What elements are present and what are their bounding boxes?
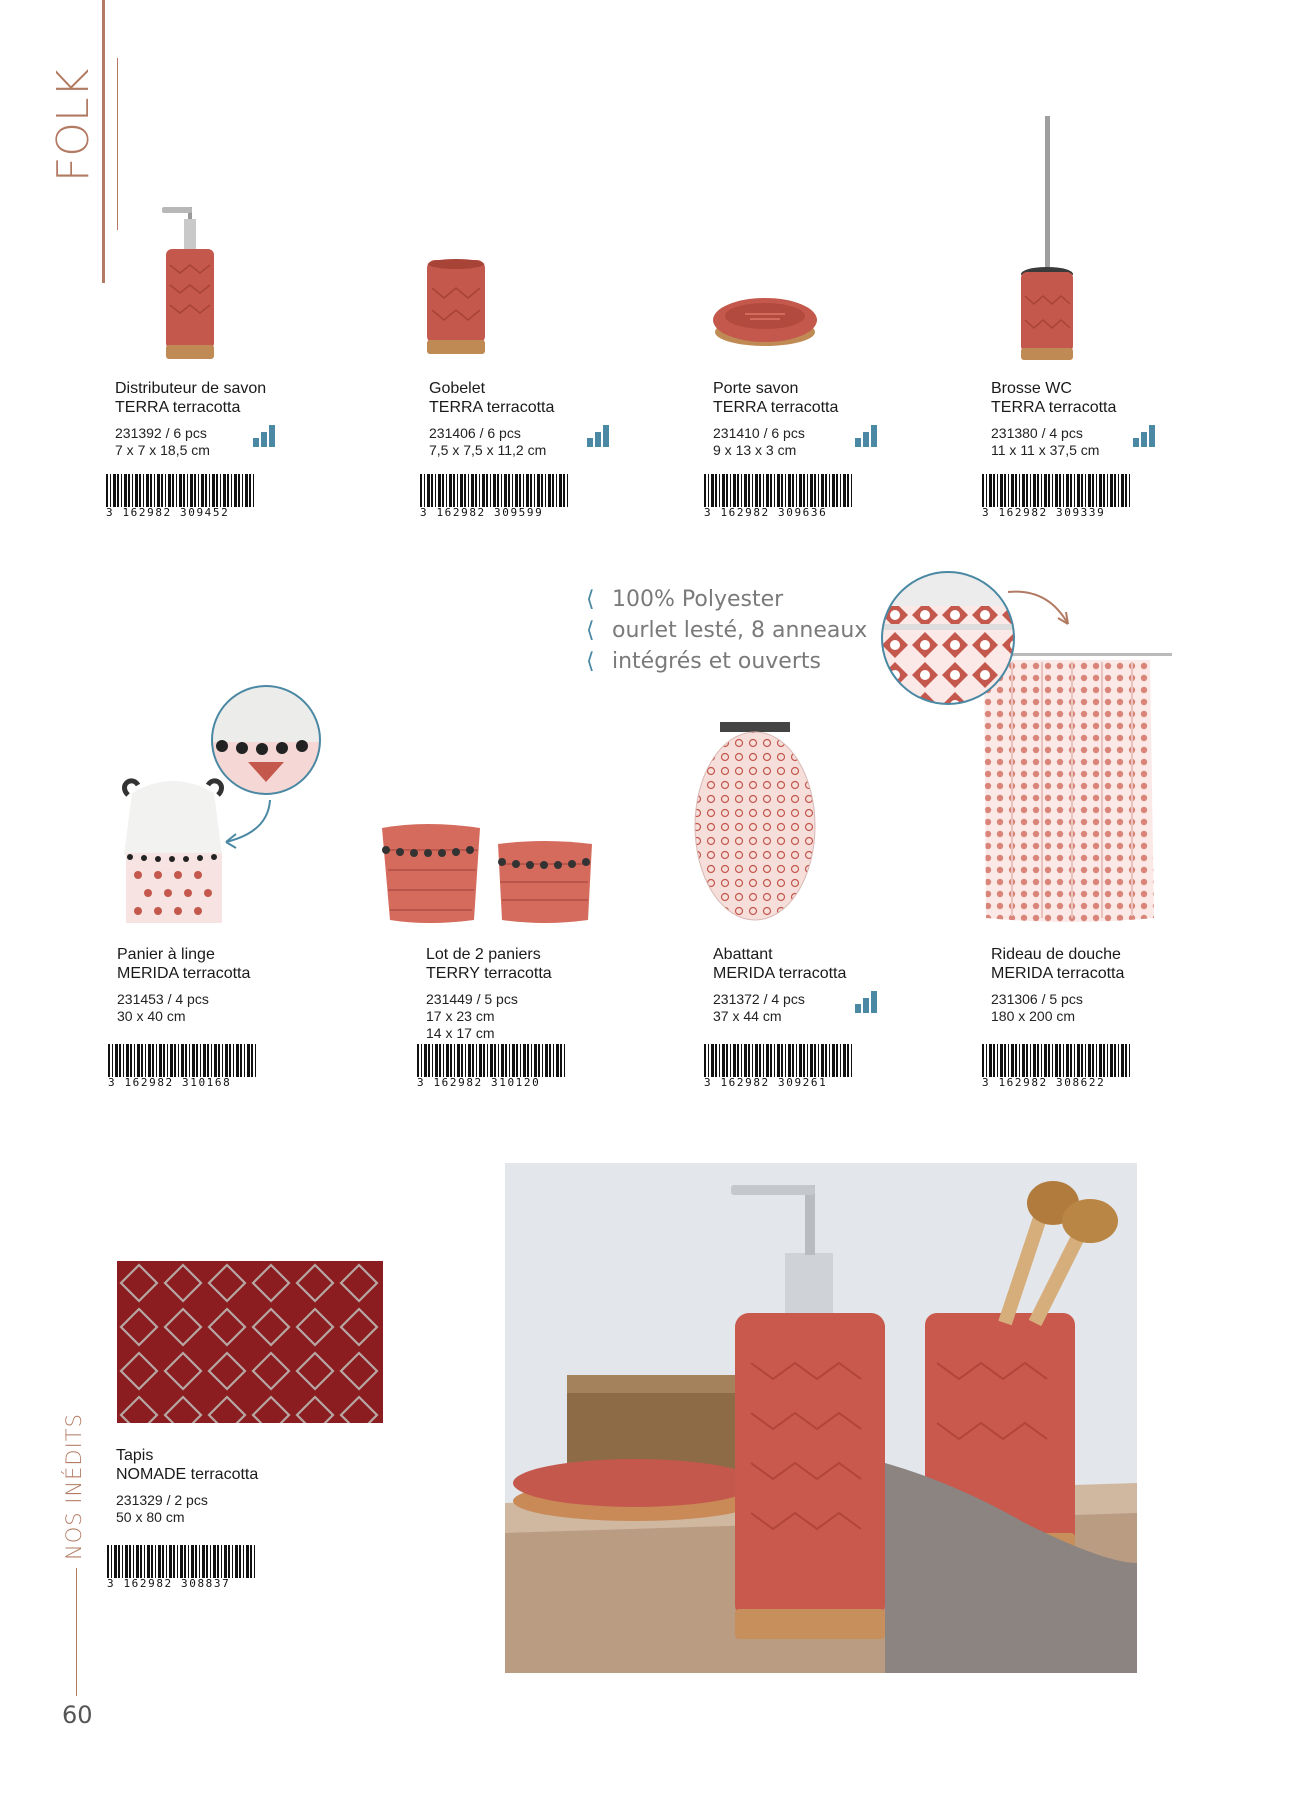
- top-accent-rule-thin: [117, 58, 118, 230]
- barcode-number: 3 162982 309636: [704, 506, 828, 519]
- product-dims: 17 x 23 cm: [426, 1008, 495, 1024]
- barcode-bars: [107, 1545, 255, 1578]
- rug-image: [117, 1261, 383, 1423]
- barcode: [417, 1044, 565, 1089]
- product-range: MERIDA terracotta: [991, 965, 1125, 982]
- chevron-icon: ⟨: [586, 649, 595, 674]
- product-card: [704, 945, 903, 1089]
- barcode: [982, 1044, 1130, 1089]
- barcode-bars: [108, 1044, 256, 1077]
- toilet-brush-image: [1012, 116, 1082, 366]
- chevron-icon: ⟨: [586, 618, 595, 643]
- product-range: NOMADE terracotta: [116, 1466, 259, 1483]
- barcode: [704, 474, 852, 519]
- product-name: Abattant: [713, 946, 773, 963]
- shower-curtain-zoom: [880, 570, 1080, 710]
- product-ref: 231372 / 4 pcs: [713, 991, 805, 1007]
- product-card: [106, 379, 305, 519]
- product-card: [982, 945, 1181, 1089]
- product-name: Brosse WC: [991, 380, 1072, 397]
- product-range: MERIDA terracotta: [117, 965, 251, 982]
- product-card: [108, 945, 307, 1089]
- product-dims: 9 x 13 x 3 cm: [713, 442, 797, 458]
- product-name: Gobelet: [429, 380, 486, 397]
- barcode-bars: [704, 1044, 852, 1077]
- product-name: Rideau de douche: [991, 946, 1121, 963]
- product-range: TERRA terracotta: [991, 399, 1117, 416]
- product-card: [704, 379, 903, 519]
- barcode-bars: [982, 1044, 1130, 1077]
- barcode-number: 3 162982 309339: [982, 506, 1106, 519]
- barcode: [982, 474, 1130, 519]
- product-dims: 7,5 x 7,5 x 11,2 cm: [429, 442, 547, 458]
- barcode-number: 3 162982 309599: [420, 506, 544, 519]
- barcode-bars: [982, 474, 1130, 507]
- product-dims: 7 x 7 x 18,5 cm: [115, 442, 210, 458]
- product-card: [107, 1446, 306, 1590]
- barcode: [704, 1044, 852, 1089]
- product-dims: 37 x 44 cm: [713, 1008, 782, 1024]
- barcode: [107, 1545, 255, 1590]
- product-name: Lot de 2 paniers: [426, 946, 541, 963]
- stock-level-icon: [253, 425, 277, 447]
- product-name: Porte savon: [713, 380, 799, 397]
- barcode-number: 3 162982 308837: [107, 1577, 231, 1590]
- product-ref: 231453 / 4 pcs: [117, 991, 209, 1007]
- product-dims: 180 x 200 cm: [991, 1008, 1076, 1024]
- product-name: Distributeur de savon: [115, 380, 267, 397]
- barcode: [108, 1044, 256, 1089]
- stock-level-icon: [587, 425, 611, 447]
- product-range: TERRA terracotta: [429, 399, 555, 416]
- product-dims: 11 x 11 x 37,5 cm: [991, 442, 1100, 458]
- page-number: 60: [62, 1701, 93, 1729]
- product-name: Tapis: [116, 1447, 154, 1464]
- product-range: MERIDA terracotta: [713, 965, 847, 982]
- curtain-feature-callout: [586, 584, 868, 677]
- product-dims: 30 x 40 cm: [117, 1008, 186, 1024]
- barcode-number: 3 162982 309452: [106, 506, 230, 519]
- toilet-seat-image: [690, 722, 820, 922]
- chevron-icon: ⟨: [586, 587, 595, 612]
- callout-line-3: intégrés et ouverts: [612, 649, 821, 674]
- barcode-number: 3 162982 310120: [417, 1076, 541, 1089]
- stock-level-icon: [1133, 425, 1157, 447]
- product-ref: 231406 / 6 pcs: [429, 425, 521, 441]
- barcode: [106, 474, 254, 519]
- product-dims-2: 14 x 17 cm: [426, 1025, 495, 1041]
- side-label: NOS INÉDITS: [62, 1413, 86, 1560]
- stock-level-icon: [855, 991, 879, 1013]
- callout-line: [586, 584, 867, 615]
- callout-line-2: ourlet lesté, 8 anneaux: [612, 618, 868, 643]
- product-range: TERRA terracotta: [115, 399, 241, 416]
- barcode-bars: [704, 474, 852, 507]
- product-range: TERRA terracotta: [713, 399, 839, 416]
- product-ref: 231449 / 5 pcs: [426, 991, 518, 1007]
- product-card: [982, 379, 1181, 519]
- section-title: FOLK: [48, 68, 99, 182]
- barcode-bars: [106, 474, 254, 507]
- product-ref: 231329 / 2 pcs: [116, 1492, 208, 1508]
- product-card: [420, 379, 619, 519]
- product-ref: 231392 / 6 pcs: [115, 425, 207, 441]
- barcode-bars: [417, 1044, 565, 1077]
- bottom-side-rule: [76, 1568, 77, 1696]
- soap-dispenser-image: [158, 205, 228, 365]
- barcode: [420, 474, 568, 519]
- callout-line: [586, 615, 868, 646]
- barcode-number: 3 162982 310168: [108, 1076, 232, 1089]
- laundry-basket-zoom: [208, 682, 338, 872]
- barcode-bars: [420, 474, 568, 507]
- product-ref: 231380 / 4 pcs: [991, 425, 1083, 441]
- barcode-number: 3 162982 309261: [704, 1076, 828, 1089]
- barcode-number: 3 162982 308622: [982, 1076, 1106, 1089]
- soap-dish-image: [710, 292, 820, 352]
- product-name: Panier à linge: [117, 946, 215, 963]
- baskets-image: [376, 820, 602, 926]
- stock-level-icon: [855, 425, 879, 447]
- product-ref: 231410 / 6 pcs: [713, 425, 805, 441]
- callout-line: [586, 646, 867, 677]
- lifestyle-photo: [505, 1163, 1137, 1673]
- product-card: [417, 945, 616, 1089]
- product-range: TERRY terracotta: [426, 965, 552, 982]
- top-accent-rule: [102, 0, 105, 283]
- callout-line-1: 100% Polyester: [612, 587, 784, 612]
- tumbler-image: [424, 258, 490, 358]
- product-dims: 50 x 80 cm: [116, 1509, 185, 1525]
- product-ref: 231306 / 5 pcs: [991, 991, 1083, 1007]
